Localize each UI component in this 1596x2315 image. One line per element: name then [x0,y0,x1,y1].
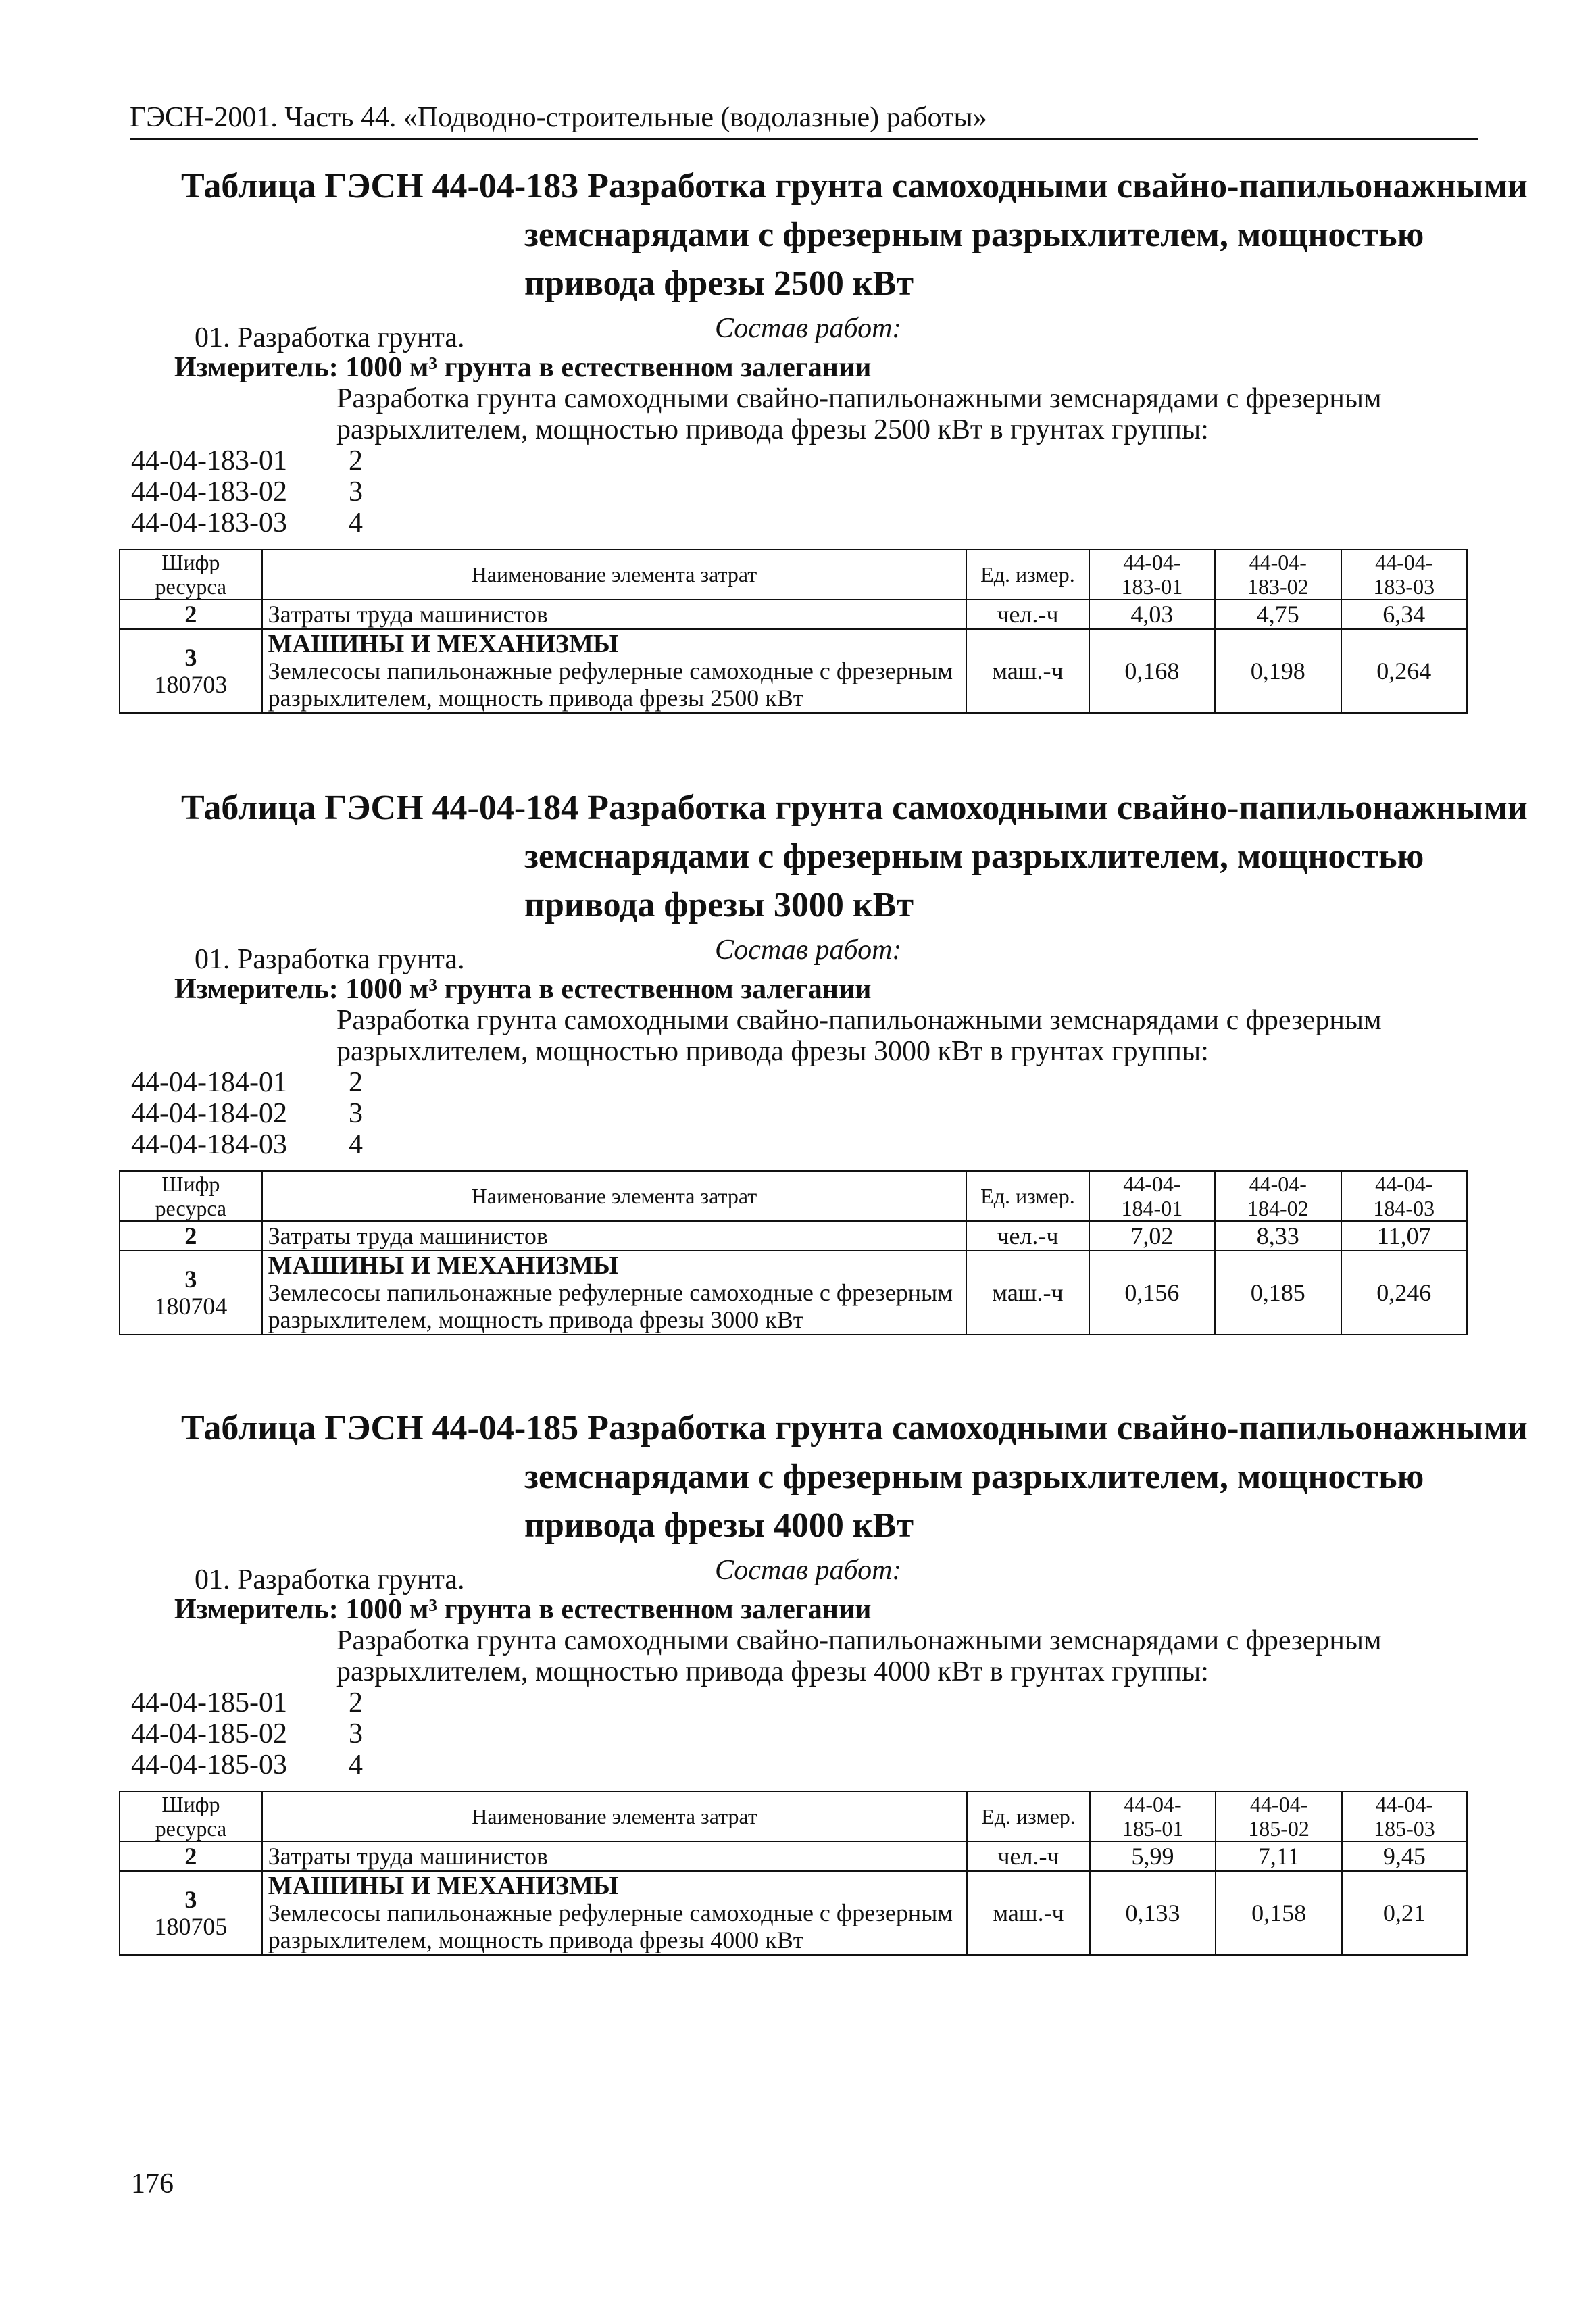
norm-value: 5,99 [1090,1841,1216,1871]
header-name: Наименование элемента затрат [262,1791,967,1841]
resource-table [119,1791,1468,1956]
resource-code: 2 [120,1841,262,1871]
labor-row [120,1841,1467,1871]
group-code: 3 [184,644,197,671]
page-header: ГЭСН-2001. Часть 44. «Подводно-строительные (водолазные) работы» [130,100,1478,140]
variant-code: 44-04-183-03 [131,507,287,539]
variant-group: 2 [349,445,363,476]
header-unit: Ед. измер. [967,1791,1090,1841]
norm-value: 7,02 [1089,1221,1215,1251]
work-item: 01. Разработка грунта. [195,322,465,353]
resource-name-cell [262,1251,967,1335]
description-line-1: Разработка грунта самоходными свайно-папильонажными земснарядами с фрезерным [336,1005,1382,1036]
norm-value: 0,158 [1216,1871,1342,1955]
variant-group: 3 [349,1718,363,1749]
norm-value: 0,246 [1341,1251,1467,1335]
description-line-2: разрыхлителем, мощностью привода фрезы 2500 кВт в грунтах группы: [336,414,1209,445]
norm-code-bottom: 185-03 [1374,1816,1435,1841]
variant-code: 44-04-185-02 [131,1718,287,1749]
labor-row [120,599,1467,629]
header-unit: Ед. измер. [966,549,1089,599]
header-norm-code [1090,1791,1216,1841]
norm-value: 9,45 [1342,1841,1467,1871]
work-item: 01. Разработка грунта. [195,1564,465,1595]
norm-value: 0,185 [1215,1251,1341,1335]
description-line-1: Разработка грунта самоходными свайно-папильонажными земснарядами с фрезерным [336,1625,1382,1656]
measure-unit: Измеритель: 1000 м³ грунта в естественном залегании [174,974,872,1005]
resource-code-cell [120,629,262,713]
work-composition-label: Состав работ: [715,935,902,966]
variant-code: 44-04-184-01 [131,1067,287,1098]
header-norm-code [1342,1791,1467,1841]
variant-group: 2 [349,1687,363,1718]
norm-code-top: 44-04- [1124,1792,1182,1816]
resource-code: 2 [120,599,262,629]
norm-code-top: 44-04- [1249,1792,1308,1816]
group-code: 3 [184,1886,197,1913]
header-unit: Ед. измер. [966,1171,1089,1221]
norm-code-bottom: 183-01 [1121,574,1183,599]
variant-code: 44-04-184-02 [131,1098,287,1129]
title-line-2: земснарядами с фрезерным разрыхлителем, мощностью [524,837,1424,876]
header-name: Наименование элемента затрат [262,549,967,599]
norm-code-top: 44-04- [1249,550,1307,574]
labor-row [120,1221,1467,1251]
measure-unit: Измеритель: 1000 м³ грунта в естественном залегании [174,352,872,383]
header-name: Наименование элемента затрат [262,1171,967,1221]
resource-table [119,1170,1468,1335]
norm-code-bottom: 183-03 [1373,574,1435,599]
resource-name-line-1: Землесосы папильонажные рефулерные самоходные с фрезерным [268,1899,953,1926]
variant-group: 4 [349,1749,363,1781]
variant-group: 4 [349,507,363,539]
resource-name: Затраты труда машинистов [262,1841,967,1871]
header-norm-code [1215,549,1341,599]
title-line-1: Таблица ГЭСН 44-04-184 Разработка грунта самоходными свайно-папильонажными [181,789,1528,827]
variant-group: 3 [349,1098,363,1129]
resource-unit: чел.-ч [966,1221,1089,1251]
title-line-2: земснарядами с фрезерным разрыхлителем, мощностью [524,1458,1424,1496]
work-item: 01. Разработка грунта. [195,944,465,975]
resource-name-line-2: разрыхлителем, мощность привода фрезы 3000 кВт [268,1306,804,1333]
work-composition-label: Состав работ: [715,1555,902,1586]
norm-value: 0,198 [1215,629,1341,713]
resource-name-line-1: Землесосы папильонажные рефулерные самоходные с фрезерным [268,657,953,684]
norm-value: 0,168 [1089,629,1215,713]
norm-value: 4,03 [1089,599,1215,629]
variant-code: 44-04-185-03 [131,1749,287,1781]
variant-code: 44-04-183-01 [131,445,287,476]
machines-row [120,629,1467,713]
group-name: МАШИНЫ И МЕХАНИЗМЫ [268,1251,619,1280]
resource-code-cell [120,1871,262,1955]
description-line-2: разрыхлителем, мощностью привода фрезы 4000 кВт в грунтах группы: [336,1656,1209,1687]
resource-code: 180704 [154,1293,228,1320]
variant-code: 44-04-183-02 [131,476,287,507]
norm-value: 0,156 [1089,1251,1215,1335]
resource-code: 2 [120,1221,262,1251]
norm-value: 8,33 [1215,1221,1341,1251]
norm-code-top: 44-04- [1375,1792,1434,1816]
variant-code: 44-04-184-03 [131,1129,287,1160]
resource-unit: маш.-ч [967,1871,1090,1955]
description-line-1: Разработка грунта самоходными свайно-папильонажными земснарядами с фрезерным [336,383,1382,414]
variant-group: 3 [349,476,363,507]
resource-code-cell [120,1251,262,1335]
header-norm-code [1089,549,1215,599]
norm-value: 0,21 [1342,1871,1467,1955]
title-line-3: привода фрезы 2500 кВт [524,264,914,303]
title-line-1: Таблица ГЭСН 44-04-183 Разработка грунта самоходными свайно-папильонажными [181,167,1528,205]
norm-code-top: 44-04- [1375,550,1433,574]
resource-code: 180705 [154,1913,228,1940]
measure-unit: Измеритель: 1000 м³ грунта в естественном залегании [174,1594,872,1625]
header-code: Шифр ресурса [120,1791,262,1841]
group-name: МАШИНЫ И МЕХАНИЗМЫ [268,630,619,658]
header-norm-code [1216,1791,1342,1841]
resource-code: 180703 [154,671,228,698]
resource-name: Затраты труда машинистов [262,1221,967,1251]
variant-code: 44-04-185-01 [131,1687,287,1718]
resource-name-line-1: Землесосы папильонажные рефулерные самоходные с фрезерным [268,1279,953,1306]
norm-code-bottom: 184-03 [1373,1196,1435,1220]
header-norm-code [1215,1171,1341,1221]
resource-unit: чел.-ч [967,1841,1090,1871]
resource-name-line-2: разрыхлителем, мощность привода фрезы 4000 кВт [268,1926,804,1953]
norm-code-bottom: 184-01 [1121,1196,1183,1220]
header-code: Шифр ресурса [120,549,262,599]
resource-name-line-2: разрыхлителем, мощность привода фрезы 2500 кВт [268,684,804,712]
norm-value: 7,11 [1216,1841,1342,1871]
title-line-2: земснарядами с фрезерным разрыхлителем, мощностью [524,216,1424,254]
title-line-3: привода фрезы 3000 кВт [524,886,914,924]
resource-name-cell [262,1871,967,1955]
norm-code-bottom: 185-01 [1122,1816,1184,1841]
norm-code-bottom: 184-02 [1247,1196,1309,1220]
group-code: 3 [184,1266,197,1293]
norm-code-top: 44-04- [1249,1172,1307,1196]
title-line-1: Таблица ГЭСН 44-04-185 Разработка грунта самоходными свайно-папильонажными [181,1409,1528,1447]
resource-unit: чел.-ч [966,599,1089,629]
norm-code-bottom: 185-02 [1248,1816,1310,1841]
norm-value: 0,264 [1341,629,1467,713]
machines-row [120,1871,1467,1955]
norm-table-section [119,162,1528,712]
variant-group: 2 [349,1067,363,1098]
norm-code-top: 44-04- [1123,550,1181,574]
norm-value: 0,133 [1090,1871,1216,1955]
norm-code-top: 44-04- [1123,1172,1181,1196]
machines-row [120,1251,1467,1335]
norm-code-top: 44-04- [1375,1172,1433,1196]
header-norm-code [1089,1171,1215,1221]
norm-value: 11,07 [1341,1221,1467,1251]
resource-name: Затраты труда машинистов [262,599,967,629]
resource-unit: маш.-ч [966,629,1089,713]
resource-table [119,549,1468,714]
page-number: 176 [131,2168,174,2199]
header-code: Шифр ресурса [120,1171,262,1221]
group-name: МАШИНЫ И МЕХАНИЗМЫ [268,1872,619,1900]
resource-unit: маш.-ч [966,1251,1089,1335]
norm-value: 4,75 [1215,599,1341,629]
norm-table-section [119,784,1528,1333]
variant-group: 4 [349,1129,363,1160]
norm-value: 6,34 [1341,599,1467,629]
title-line-3: привода фрезы 4000 кВт [524,1506,914,1545]
norm-table-section [119,1404,1528,1953]
work-composition-label: Состав работ: [715,313,902,344]
norm-code-bottom: 183-02 [1247,574,1309,599]
description-line-2: разрыхлителем, мощностью привода фрезы 3000 кВт в грунтах группы: [336,1036,1209,1067]
header-norm-code [1341,1171,1467,1221]
resource-name-cell [262,629,967,713]
header-norm-code [1341,549,1467,599]
